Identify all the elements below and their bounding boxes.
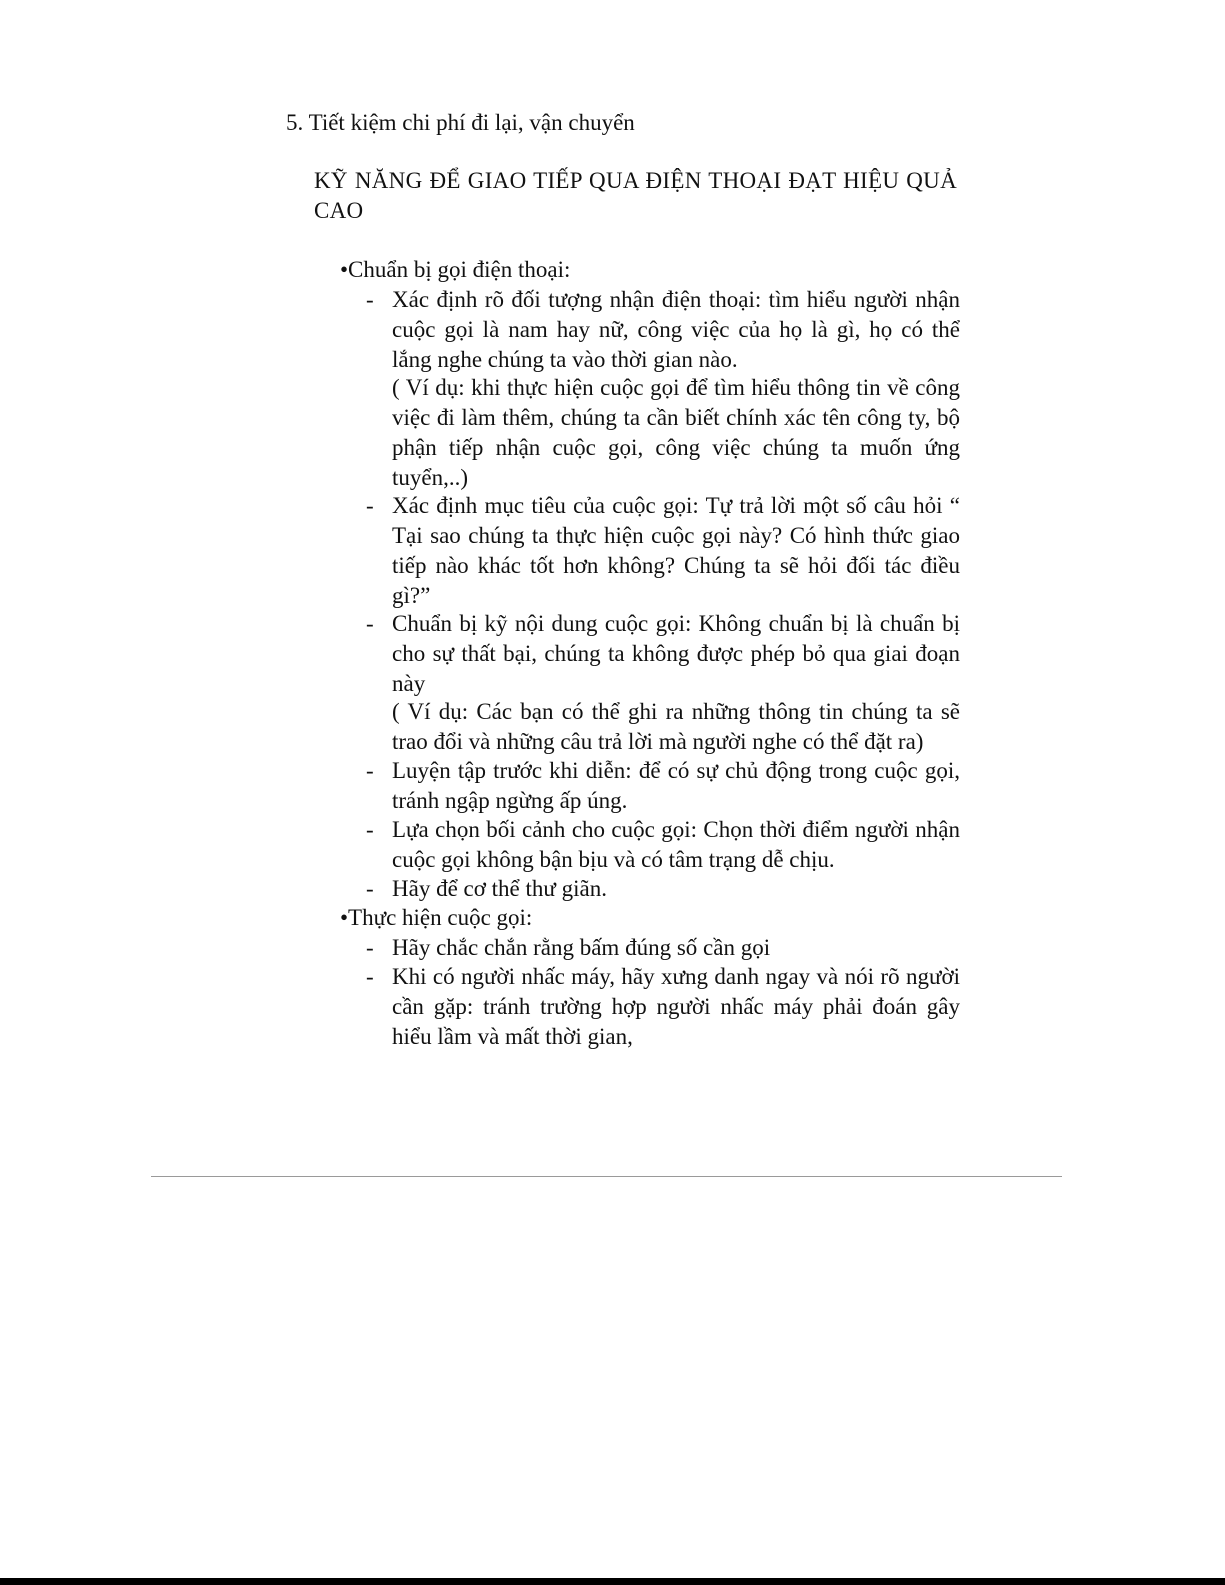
list-item-example-2: ( Ví dụ: Các bạn có thể ghi ra những thông tin chúng ta sẽ trao đổi và những câu trả lời mà người nghe có thể đặt ra) xyxy=(392,699,960,754)
dash-marker: - xyxy=(366,493,374,518)
list-item-relax: Hãy để cơ thể thư giãn. xyxy=(392,876,607,901)
list-item-choose-context: Lựa chọn bối cảnh cho cuộc gọi: Chọn thời điểm người nhận cuộc gọi không bận bịu và có tâm trạng dễ chịu. xyxy=(392,817,960,872)
dash-marker: - xyxy=(366,876,374,901)
bullet-make-call: •Thực hiện cuộc gọi: xyxy=(340,905,533,930)
page-divider xyxy=(151,1176,1062,1177)
dash-marker: - xyxy=(366,935,374,960)
section-heading: KỸ NĂNG ĐỂ GIAO TIẾP QUA ĐIỆN THOẠI ĐẠT HIỆU QUẢ CAO xyxy=(314,168,957,223)
dash-marker: - xyxy=(366,611,374,636)
list-item-example-1: ( Ví dụ: khi thực hiện cuộc gọi để tìm hiểu thông tin về công việc đi làm thêm, chúng ta cần biết chính xác tên công ty, bộ phận tiếp nhận cuộc gọi, công việc chúng ta muốn ứng tuyển,..) xyxy=(392,375,960,490)
list-item-call-objective: Xác định mục tiêu của cuộc gọi: Tự trả lời một số câu hỏi “ Tại sao chúng ta thực hiện cuộc gọi này? Có hình thức giao tiếp nào khác tốt hơn không? Chúng ta sẽ hỏi đối tác điều gì?” xyxy=(392,493,960,608)
bullet-prepare-call: •Chuẩn bị gọi điện thoại: xyxy=(340,257,571,282)
dash-marker: - xyxy=(366,758,374,783)
list-item-5: 5. Tiết kiệm chi phí đi lại, vận chuyển xyxy=(286,110,635,135)
list-item-identify-recipient: Xác định rõ đối tượng nhận điện thoại: tìm hiểu người nhận cuộc gọi là nam hay nữ, công việc của họ là gì, họ có thể lắng nghe chúng ta vào thời gian nào. xyxy=(392,287,960,372)
list-item-practice: Luyện tập trước khi diễn: để có sự chủ động trong cuộc gọi, tránh ngập ngừng ấp úng. xyxy=(392,758,960,813)
dash-marker: - xyxy=(366,287,374,312)
list-item-prepare-content: Chuẩn bị kỹ nội dung cuộc gọi: Không chuẩn bị là chuẩn bị cho sự thất bại, chúng ta không được phép bỏ qua giai đoạn này xyxy=(392,611,960,696)
list-item-dial-correct: Hãy chắc chắn rằng bấm đúng số cần gọi xyxy=(392,935,771,960)
dash-marker: - xyxy=(366,817,374,842)
dash-marker: - xyxy=(366,964,374,989)
list-item-introduce-yourself: Khi có người nhấc máy, hãy xưng danh ngay và nói rõ người cần gặp: tránh trường hợp người nhấc máy phải đoán gây hiểu lầm và mất thời gian, xyxy=(392,964,960,1049)
page-bottom-edge xyxy=(0,1578,1225,1585)
